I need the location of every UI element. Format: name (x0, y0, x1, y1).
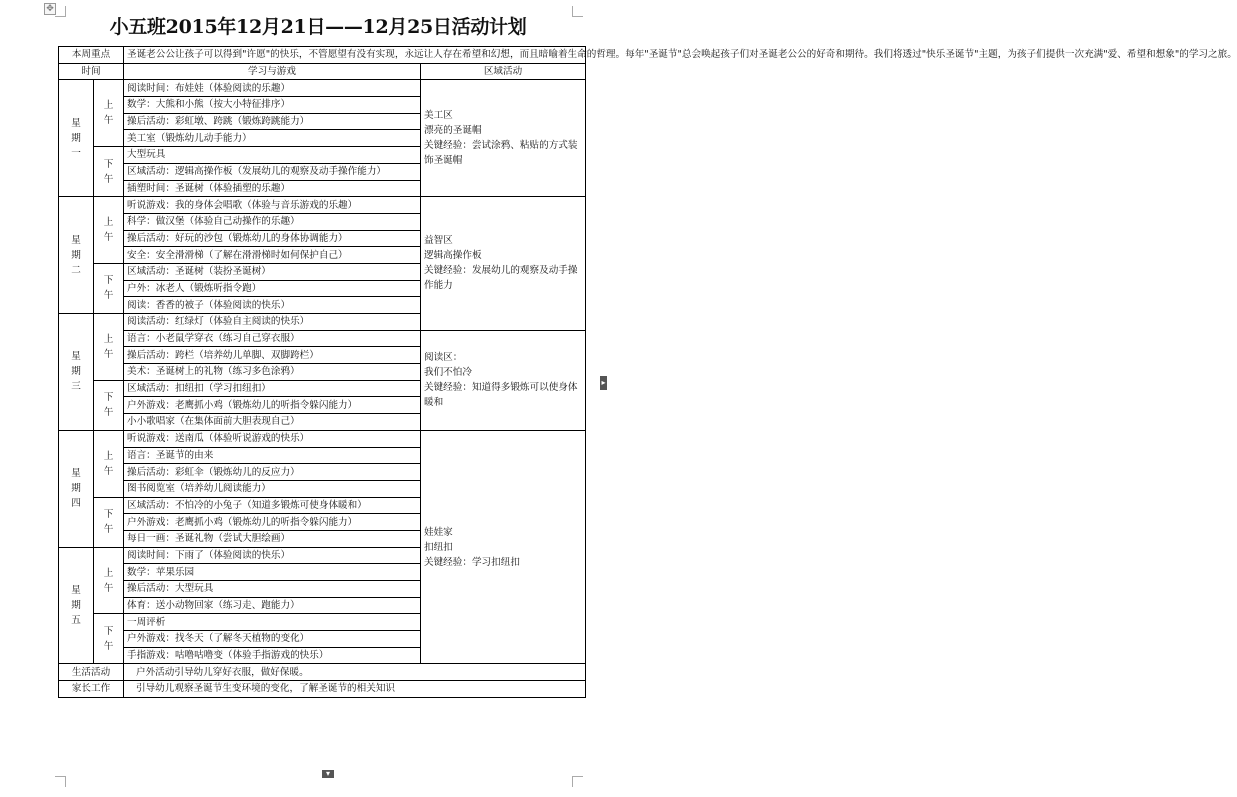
pm-label (94, 147, 124, 197)
focus-label: 本周重点 (59, 47, 124, 64)
margin-corner-mark (572, 776, 583, 787)
half-label-char: 午 (103, 348, 114, 360)
day-label (59, 314, 94, 431)
activity-cell: 操后活动：跨栏（培养幼儿单脚、双脚跨栏） (124, 347, 421, 364)
region-line: 漂亮的圣诞帽 (424, 125, 482, 137)
day-label-char: 期 (71, 249, 81, 261)
half-label-char: 午 (103, 582, 114, 594)
header-row (59, 63, 586, 80)
day-label (59, 80, 94, 197)
activity-row (59, 330, 586, 347)
life-label: 生活活动 (59, 664, 124, 681)
activity-cell: 户外游戏：老鹰抓小鸡（锻炼幼儿的听指令躲闪能力） (124, 397, 421, 414)
half-label-char: 午 (103, 173, 114, 185)
region-line: 关键经验：尝试涂鸦、粘贴的方式装饰圣诞帽 (424, 140, 578, 167)
region-line: 我们不怕冷 (424, 367, 472, 379)
region-cell (421, 330, 586, 430)
activity-cell: 阅读活动：红绿灯（体验自主阅读的快乐） (124, 314, 421, 331)
activity-cell: 区域活动：圣诞树（装扮圣诞树） (124, 263, 421, 280)
day-label-char: 期 (71, 600, 81, 612)
activity-cell: 美术：圣诞树上的礼物（练习多色涂鸦） (124, 364, 421, 381)
am-label (94, 80, 124, 147)
half-label-char: 上 (103, 333, 114, 345)
page-break-icon[interactable]: ▾ (322, 770, 334, 778)
activity-cell: 区域活动：扣纽扣（学习扣纽扣） (124, 380, 421, 397)
activity-cell: 听说游戏：我的身体会唱歌（体验与音乐游戏的乐趣） (124, 197, 421, 214)
half-label-char: 上 (103, 100, 114, 112)
pm-label (94, 497, 124, 547)
activity-cell: 科学：做汉堡（体验自己动操作的乐趣） (124, 213, 421, 230)
day-label-char: 期 (71, 132, 81, 144)
day-label-char: 期 (71, 483, 81, 495)
half-label-char: 午 (103, 232, 114, 244)
header-learning: 学习与游戏 (124, 63, 421, 80)
region-line: 娃娃家 (424, 526, 453, 538)
activity-cell: 阅读时间：下雨了（体验阅读的快乐） (124, 547, 421, 564)
activity-cell: 体育：送小动物回家（练习走、跑能力） (124, 597, 421, 614)
activity-cell: 区域活动：不怕冷的小兔子（知道多锻炼可使身体暖和） (124, 497, 421, 514)
half-label-char: 午 (103, 524, 114, 536)
half-label-char: 午 (103, 115, 114, 127)
day-label-char: 二 (71, 264, 81, 276)
region-line: 阅读区： (424, 352, 463, 364)
activity-cell: 一周评析 (124, 614, 421, 631)
region-cell (421, 197, 586, 331)
half-label-char: 上 (103, 450, 114, 462)
region-line: 关键经验：知道得多锻炼可以使身体暖和 (424, 382, 578, 409)
day-label-char: 一 (71, 147, 81, 159)
pm-label (94, 614, 124, 664)
activity-cell: 阅读：香香的被子（体验阅读的快乐） (124, 297, 421, 314)
half-label-char: 午 (103, 465, 114, 477)
parents-label: 家长工作 (59, 681, 124, 698)
day-label-char: 期 (71, 366, 81, 378)
day-label-char: 五 (71, 615, 81, 627)
activity-row (59, 430, 586, 447)
weekly-plan-table (58, 46, 1237, 698)
margin-corner-mark (55, 776, 66, 787)
scroll-arrow-icon[interactable]: ▸ (600, 376, 607, 390)
half-label-char: 午 (103, 407, 114, 419)
pm-label (94, 380, 124, 430)
day-label (59, 547, 94, 664)
half-label-char: 上 (103, 217, 114, 229)
half-label-char: 下 (103, 509, 114, 521)
activity-cell: 操后活动：彩虹伞（锻炼幼儿的反应力） (124, 464, 421, 481)
life-text: 户外活动引导幼儿穿好衣服，做好保暖。 (124, 664, 586, 681)
activity-cell: 安全：安全滑滑梯（了解在滑滑梯时如何保护自己） (124, 247, 421, 264)
half-label-char: 下 (103, 392, 114, 404)
activity-cell: 语言：圣诞节的由来 (124, 447, 421, 464)
activity-cell: 户外：冰老人（锻炼听指令跑） (124, 280, 421, 297)
day-label-char: 星 (71, 468, 81, 480)
parents-text: 引导幼儿观察圣诞节生变环境的变化，了解圣诞节的相关知识 (124, 681, 586, 698)
half-label-char: 下 (103, 625, 114, 637)
activity-cell: 美工室（锻炼幼儿动手能力） (124, 130, 421, 147)
activity-cell: 每日一画：圣诞礼物（尝试大胆绘画） (124, 530, 421, 547)
pm-label (94, 263, 124, 313)
day-label (59, 430, 94, 547)
activity-cell: 操后活动：好玩的沙包（锻炼幼儿的身体协调能力） (124, 230, 421, 247)
day-label-char: 星 (71, 234, 81, 246)
region-cell (421, 80, 586, 197)
region-line: 益智区 (424, 235, 453, 247)
am-label (94, 547, 124, 614)
region-cell (421, 430, 586, 664)
am-label (94, 197, 124, 264)
region-line: 逻辑高操作板 (424, 250, 482, 262)
activity-cell: 户外游戏：老鹰抓小鸡（锻炼幼儿的听指令躲闪能力） (124, 514, 421, 531)
day-label-char: 星 (71, 585, 81, 597)
activity-cell: 数学：苹果乐园 (124, 564, 421, 581)
focus-row (59, 47, 586, 64)
day-label (59, 197, 94, 314)
day-label-char: 星 (71, 117, 81, 129)
activity-cell: 插塑时间：圣诞树（体验插塑的乐趣） (124, 180, 421, 197)
life-row (59, 664, 586, 681)
half-label-char: 上 (103, 567, 114, 579)
activity-cell: 图书阅览室（培养幼儿阅读能力） (124, 480, 421, 497)
activity-cell: 听说游戏：送南瓜（体验听说游戏的快乐） (124, 430, 421, 447)
region-line: 关键经验：学习扣纽扣 (424, 556, 520, 568)
day-label-char: 四 (71, 498, 81, 510)
day-label-char: 三 (71, 381, 81, 393)
am-label (94, 430, 124, 497)
activity-cell: 区域活动：逻辑高操作板（发展幼儿的观察及动手操作能力） (124, 163, 421, 180)
half-label-char: 下 (103, 275, 114, 287)
half-label-char: 下 (103, 158, 114, 170)
activity-cell: 户外游戏：找冬天（了解冬天植物的变化） (124, 631, 421, 648)
header-region: 区域活动 (421, 63, 586, 80)
activity-row (59, 80, 586, 97)
header-time: 时间 (59, 63, 124, 80)
region-line: 扣纽扣 (424, 541, 453, 553)
activity-cell: 数学：大熊和小熊（按大小特征排序） (124, 97, 421, 114)
activity-cell: 手指游戏：咕噜咕噜变（体验手指游戏的快乐） (124, 647, 421, 664)
focus-text: 圣诞老公公让孩子可以得到"许愿"的快乐，不管愿望有没有实现，永远让人存在希望和幻想，而且暗喻着生命的哲理。每年"圣诞节"总会唤起孩子们对圣诞老公公的好奇和期待。我们将透过"快乐圣诞节"主题，为孩子们提供一次充满"爱、希望和想象"的学习之旅。 (124, 47, 586, 64)
activity-cell: 小小歌唱家（在集体面前大胆表现自己） (124, 414, 421, 431)
region-line: 关键经验：发展幼儿的观察及动手操作能力 (424, 265, 578, 292)
day-label-char: 星 (71, 351, 81, 363)
activity-cell: 阅读时间：布娃娃（体验阅读的乐趣） (124, 80, 421, 97)
activity-cell: 大型玩具 (124, 147, 421, 164)
region-line: 美工区 (424, 110, 453, 122)
half-label-char: 午 (103, 290, 114, 302)
half-label-char: 午 (103, 640, 114, 652)
parents-row (59, 681, 586, 698)
activity-cell: 操后活动：彩虹墩、跨跳（锻炼跨跳能力） (124, 113, 421, 130)
activity-cell: 语言：小老鼠学穿衣（练习自己穿衣服） (124, 330, 421, 347)
am-label (94, 314, 124, 381)
activity-cell: 操后活动：大型玩具 (124, 581, 421, 598)
activity-row (59, 197, 586, 214)
table-move-icon[interactable]: ✥ (44, 3, 56, 15)
page-title: 小五班2015年12月21日——12月25日活动计划 (109, 16, 527, 38)
